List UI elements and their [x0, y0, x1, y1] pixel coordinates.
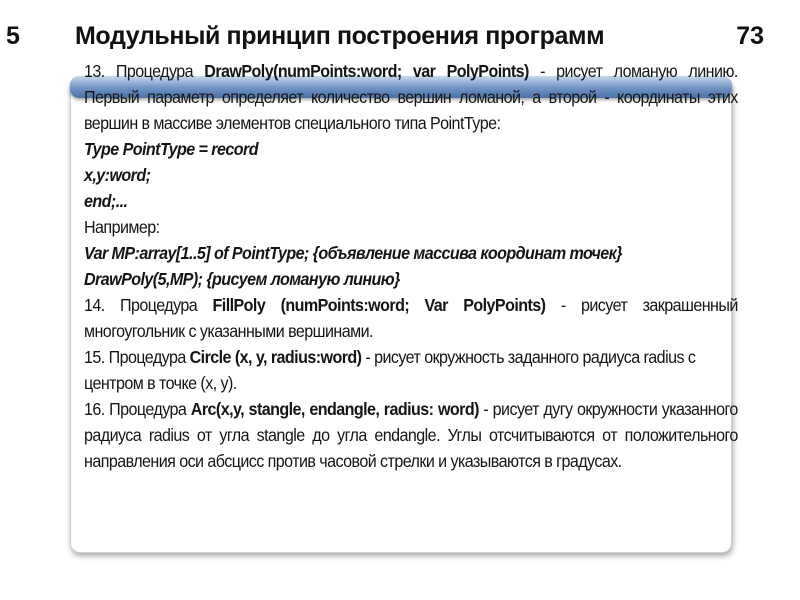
- paragraph-fillpoly: [84, 292, 738, 344]
- paragraph-text: - рисует ломаную линию. Первый параметр определяет количество вершин ломаной, а второй - координаты этих вершин в массиве элементов специального типа PointType:: [84, 61, 738, 133]
- procedure-signature: Arc(x,y, stangle, endangle, radius: word): [190, 399, 479, 419]
- code-line: end;...: [84, 191, 128, 211]
- paragraph-text: - рисует дугу окружности указанного радиуса radius от угла stangle до угла endangle. Углы отсчитываются от положительного направления оси абсцисс против часовой стрелки и указываются в градусах.: [84, 399, 738, 471]
- code-line: Type PointType = record: [84, 139, 258, 159]
- paragraph-drawpoly: [84, 58, 738, 136]
- paragraph-prefix: 15. Процедура: [84, 347, 190, 367]
- procedure-signature: FillPoly (numPoints:word; Var PolyPoints): [212, 295, 546, 315]
- procedure-signature: Circle (x, y, radius:word): [189, 347, 362, 367]
- text-body: [84, 58, 738, 474]
- slide-header: [0, 22, 800, 58]
- slide-title: Модульный принцип построения программ: [75, 22, 605, 50]
- procedure-signature: DrawPoly(numPoints:word; var PolyPoints): [204, 61, 529, 81]
- paragraph-text: - рисует окружность заданного радиуса radius с центром в точке (x, y).: [84, 347, 696, 393]
- section-number: 5: [6, 22, 20, 50]
- paragraph-text: - рисует закрашенный многоугольник с указанными вершинами.: [84, 295, 738, 341]
- paragraph-arc: [84, 396, 738, 474]
- code-line: Var MP:array[1..5] of PointType; {объявление массива координат точек}: [84, 243, 622, 263]
- code-line: x,y:word;: [84, 165, 151, 185]
- example-label: Например:: [84, 217, 160, 237]
- paragraph-prefix: 13. Процедура: [84, 61, 205, 81]
- paragraph-prefix: 16. Процедура: [84, 399, 191, 419]
- paragraph-prefix: 14. Процедура: [84, 295, 213, 315]
- code-line: DrawPoly(5,MP); {рисуем ломаную линию}: [84, 269, 400, 289]
- paragraph-circle: [84, 344, 738, 396]
- page-number: 73: [736, 22, 764, 50]
